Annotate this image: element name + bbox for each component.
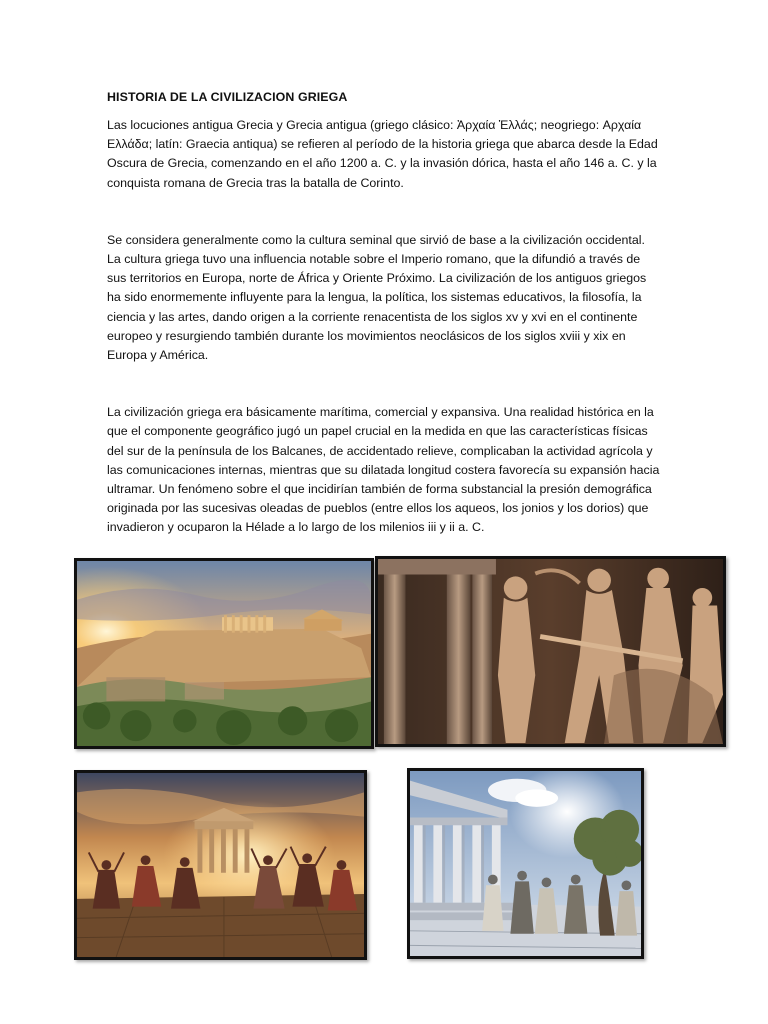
document-body (107, 90, 662, 538)
relief-sculpture-photo (375, 556, 726, 747)
paragraph-3: La civilización griega era básicamente marítima, comercial y expansiva. Una realidad histórica en la que el componente geográfico jugó un papel crucial en la medida en que las características físicas del sur de la península de los Balcanes, de accidentado relieve, complicaban la actividad agrícola y las comunicaciones internas, mientras que su dilatada longitud costera favorecía su expansión hacia ultramar. Un fenómeno sobre el que incidirían también de forma substancial la presión demográfica originada por las sucesivas oleadas de pueblos (entre ellos los aqueos, los jonios y los dorios) que invadieron y ocuparon la Hélade a lo largo de los milenios iii y ii a. C. (107, 405, 660, 535)
philosophers-temple-photo (407, 768, 644, 959)
paragraph-1: Las locuciones antigua Grecia y Grecia antigua (griego clásico: Ἀρχαία Ἑλλάς; neogriego: Αρχαία Ελλάδα; latín: Graecia antiqua) se refieren al período de la historia griega que abarca desde la Edad Oscura de Grecia, comenzando en el año 1200 a. C. y la invasión dórica, hasta el año 146 a. C. y la conquista romana de Grecia tras la batalla de Corinto. (107, 118, 658, 190)
acropolis-photo (74, 558, 374, 749)
dancers-temple-photo (74, 770, 367, 960)
paragraph-2: Se considera generalmente como la cultura seminal que sirvió de base a la civilización occidental. La cultura griega tuvo una influencia notable sobre el Imperio romano, que la difundió a través de sus territorios en Europa, norte de África y Oriente Próximo. La civilización de los antiguos griegos ha sido enormemente influyente para la lengua, la política, los sistemas educativos, la filosofía, la ciencia y las artes, dando origen a la corriente renacentista de los siglos xv y xvi en el continente europeo y resurgiendo también durante los movimientos neoclásicos de los siglos xviii y xix en Europa y América. (107, 232, 647, 363)
document-title: HISTORIA DE LA CIVILIZACION GRIEGA (107, 90, 348, 104)
